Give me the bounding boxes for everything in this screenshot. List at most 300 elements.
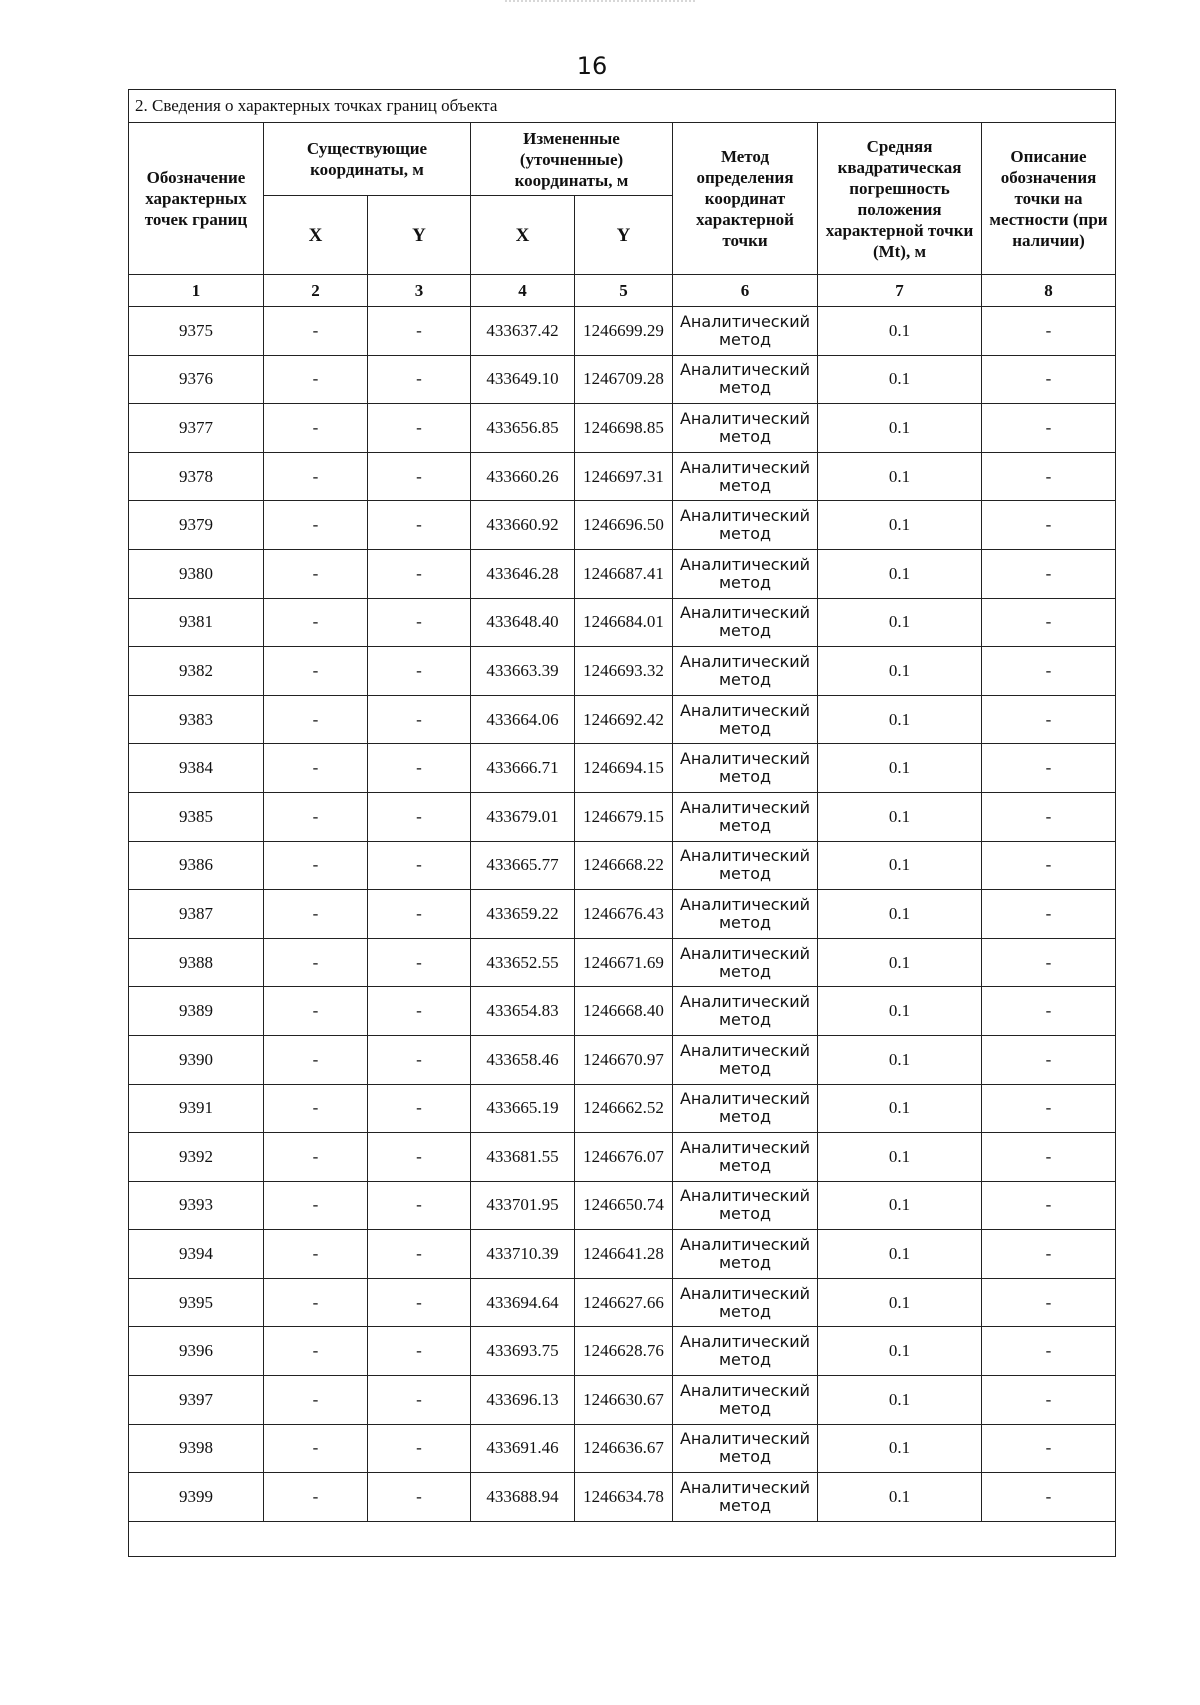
existing-y-cell: -	[368, 890, 471, 939]
table-row	[129, 452, 1116, 501]
method-text: метод	[718, 1155, 772, 1175]
method-cell	[673, 452, 818, 501]
existing-x-cell: -	[264, 404, 368, 453]
method-text: Аналитический	[679, 992, 811, 1012]
method-text: Аналитический	[679, 1040, 811, 1060]
empty-cell	[129, 1521, 1116, 1556]
point-id-cell: 9381	[129, 598, 264, 647]
existing-x-cell: -	[264, 501, 368, 550]
method-text: Аналитический	[679, 943, 811, 963]
changed-x-cell: 433691.46	[471, 1424, 575, 1473]
changed-x-cell: 433658.46	[471, 1035, 575, 1084]
changed-y-cell: 1246627.66	[575, 1278, 673, 1327]
header-existing-y: Y	[368, 196, 471, 275]
existing-x-cell: -	[264, 1230, 368, 1279]
description-cell: -	[982, 938, 1116, 987]
mt-error-cell: 0.1	[818, 1133, 982, 1182]
header-existing-coordinates: Существующие координаты, м	[264, 123, 471, 196]
description-cell: -	[982, 647, 1116, 696]
existing-y-cell: -	[368, 1473, 471, 1522]
mt-error-cell: 0.1	[818, 1473, 982, 1522]
table-row	[129, 1181, 1116, 1230]
method-cell	[673, 1278, 818, 1327]
method-cell	[673, 1035, 818, 1084]
existing-x-cell: -	[264, 307, 368, 356]
changed-x-cell: 433688.94	[471, 1473, 575, 1522]
method-text: Аналитический	[679, 1137, 811, 1157]
mt-error-cell: 0.1	[818, 890, 982, 939]
point-id-cell: 9390	[129, 1035, 264, 1084]
point-id-cell: 9376	[129, 355, 264, 404]
method-text: метод	[718, 767, 772, 787]
existing-y-cell: -	[368, 1084, 471, 1133]
method-cell	[673, 1473, 818, 1522]
table-body	[129, 307, 1116, 1522]
method-text: метод	[718, 1301, 772, 1321]
header-changed-coordinates: Измененные (уточненные) координаты, м	[471, 123, 673, 196]
method-text: метод	[718, 426, 772, 446]
description-cell: -	[982, 598, 1116, 647]
description-cell: -	[982, 1327, 1116, 1376]
header-designation: Обозначение характерных точек границ	[129, 123, 264, 275]
table-row	[129, 1133, 1116, 1182]
description-cell: -	[982, 744, 1116, 793]
description-cell: -	[982, 1181, 1116, 1230]
table-row	[129, 501, 1116, 550]
description-cell: -	[982, 1278, 1116, 1327]
point-id-cell: 9386	[129, 841, 264, 890]
existing-y-cell: -	[368, 647, 471, 696]
changed-x-cell: 433652.55	[471, 938, 575, 987]
changed-x-cell: 433693.75	[471, 1327, 575, 1376]
method-text: метод	[718, 1204, 772, 1224]
changed-x-cell: 433646.28	[471, 549, 575, 598]
changed-y-cell: 1246668.40	[575, 987, 673, 1036]
mt-error-cell: 0.1	[818, 549, 982, 598]
mt-error-cell: 0.1	[818, 307, 982, 356]
boundary-points-table	[128, 89, 1116, 1557]
table-row	[129, 598, 1116, 647]
changed-x-cell: 433656.85	[471, 404, 575, 453]
method-text: метод	[718, 815, 772, 835]
changed-x-cell: 433637.42	[471, 307, 575, 356]
method-cell	[673, 1133, 818, 1182]
table-row	[129, 890, 1116, 939]
existing-y-cell: -	[368, 1424, 471, 1473]
method-cell	[673, 598, 818, 647]
method-text: метод	[718, 1350, 772, 1370]
method-text: Аналитический	[679, 360, 811, 380]
method-cell	[673, 647, 818, 696]
method-cell	[673, 841, 818, 890]
mt-error-cell: 0.1	[818, 792, 982, 841]
method-text: Аналитический	[679, 749, 811, 769]
description-cell: -	[982, 1035, 1116, 1084]
changed-x-cell: 433665.77	[471, 841, 575, 890]
existing-x-cell: -	[264, 1376, 368, 1425]
method-text: метод	[718, 669, 772, 689]
method-cell	[673, 404, 818, 453]
method-text: метод	[718, 961, 772, 981]
description-cell: -	[982, 307, 1116, 356]
column-number: 7	[818, 275, 982, 307]
point-id-cell: 9387	[129, 890, 264, 939]
changed-y-cell: 1246684.01	[575, 598, 673, 647]
method-text: Аналитический	[679, 311, 811, 331]
existing-y-cell: -	[368, 1278, 471, 1327]
table-row	[129, 549, 1116, 598]
changed-y-cell: 1246698.85	[575, 404, 673, 453]
method-cell	[673, 355, 818, 404]
changed-y-cell: 1246679.15	[575, 792, 673, 841]
changed-y-cell: 1246699.29	[575, 307, 673, 356]
existing-x-cell: -	[264, 647, 368, 696]
table-row	[129, 1473, 1116, 1522]
point-id-cell: 9380	[129, 549, 264, 598]
table-row	[129, 1035, 1116, 1084]
existing-y-cell: -	[368, 1035, 471, 1084]
existing-x-cell: -	[264, 549, 368, 598]
changed-y-cell: 1246696.50	[575, 501, 673, 550]
table-row	[129, 1230, 1116, 1279]
method-text: метод	[718, 1447, 772, 1467]
changed-x-cell: 433710.39	[471, 1230, 575, 1279]
method-text: Аналитический	[679, 408, 811, 428]
method-text: Аналитический	[679, 1186, 811, 1206]
column-number: 1	[129, 275, 264, 307]
existing-x-cell: -	[264, 938, 368, 987]
existing-y-cell: -	[368, 987, 471, 1036]
point-id-cell: 9383	[129, 695, 264, 744]
mt-error-cell: 0.1	[818, 938, 982, 987]
changed-x-cell: 433696.13	[471, 1376, 575, 1425]
changed-y-cell: 1246694.15	[575, 744, 673, 793]
header-changed-y: Y	[575, 196, 673, 275]
method-text: Аналитический	[679, 506, 811, 526]
description-cell: -	[982, 792, 1116, 841]
method-text: Аналитический	[679, 1235, 811, 1255]
existing-y-cell: -	[368, 841, 471, 890]
changed-x-cell: 433654.83	[471, 987, 575, 1036]
method-text: метод	[718, 572, 772, 592]
point-id-cell: 9384	[129, 744, 264, 793]
changed-x-cell: 433665.19	[471, 1084, 575, 1133]
existing-x-cell: -	[264, 841, 368, 890]
description-cell: -	[982, 890, 1116, 939]
method-text: метод	[718, 864, 772, 884]
column-number: 8	[982, 275, 1116, 307]
mt-error-cell: 0.1	[818, 404, 982, 453]
table-row	[129, 938, 1116, 987]
method-cell	[673, 1327, 818, 1376]
table-row	[129, 987, 1116, 1036]
method-cell	[673, 501, 818, 550]
changed-y-cell: 1246650.74	[575, 1181, 673, 1230]
mt-error-cell: 0.1	[818, 501, 982, 550]
existing-y-cell: -	[368, 501, 471, 550]
existing-y-cell: -	[368, 355, 471, 404]
changed-x-cell: 433649.10	[471, 355, 575, 404]
existing-x-cell: -	[264, 744, 368, 793]
point-id-cell: 9393	[129, 1181, 264, 1230]
changed-y-cell: 1246676.07	[575, 1133, 673, 1182]
mt-error-cell: 0.1	[818, 1376, 982, 1425]
table-row	[129, 1376, 1116, 1425]
column-number: 5	[575, 275, 673, 307]
table-row	[129, 307, 1116, 356]
table-row	[129, 1424, 1116, 1473]
changed-y-cell: 1246671.69	[575, 938, 673, 987]
existing-x-cell: -	[264, 1084, 368, 1133]
method-text: Аналитический	[679, 1478, 811, 1498]
existing-x-cell: -	[264, 355, 368, 404]
existing-y-cell: -	[368, 549, 471, 598]
method-cell	[673, 938, 818, 987]
mt-error-cell: 0.1	[818, 841, 982, 890]
existing-x-cell: -	[264, 695, 368, 744]
column-number: 4	[471, 275, 575, 307]
method-cell	[673, 1376, 818, 1425]
existing-y-cell: -	[368, 1327, 471, 1376]
method-cell	[673, 549, 818, 598]
point-id-cell: 9377	[129, 404, 264, 453]
method-text: Аналитический	[679, 651, 811, 671]
changed-y-cell: 1246697.31	[575, 452, 673, 501]
header-row	[129, 123, 1116, 196]
point-id-cell: 9395	[129, 1278, 264, 1327]
point-id-cell: 9378	[129, 452, 264, 501]
header-existing-x: X	[264, 196, 368, 275]
existing-x-cell: -	[264, 890, 368, 939]
point-id-cell: 9399	[129, 1473, 264, 1522]
changed-y-cell: 1246636.67	[575, 1424, 673, 1473]
description-cell: -	[982, 1473, 1116, 1522]
method-text: Аналитический	[679, 1089, 811, 1109]
existing-x-cell: -	[264, 1278, 368, 1327]
mt-error-cell: 0.1	[818, 1327, 982, 1376]
changed-x-cell: 433660.26	[471, 452, 575, 501]
method-text: метод	[718, 621, 772, 641]
page-number: 16	[576, 52, 608, 80]
method-text: Аналитический	[679, 846, 811, 866]
table-row	[129, 695, 1116, 744]
mt-error-cell: 0.1	[818, 1035, 982, 1084]
method-text: метод	[718, 329, 772, 349]
description-cell: -	[982, 452, 1116, 501]
method-text: Аналитический	[679, 457, 811, 477]
point-id-cell: 9391	[129, 1084, 264, 1133]
method-text: метод	[718, 912, 772, 932]
mt-error-cell: 0.1	[818, 1278, 982, 1327]
method-text: метод	[718, 718, 772, 738]
table-row	[129, 1327, 1116, 1376]
table-row	[129, 355, 1116, 404]
method-text: метод	[718, 1058, 772, 1078]
method-text: метод	[718, 524, 772, 544]
description-cell: -	[982, 549, 1116, 598]
empty-row	[129, 1521, 1116, 1556]
existing-y-cell: -	[368, 744, 471, 793]
changed-y-cell: 1246641.28	[575, 1230, 673, 1279]
changed-x-cell: 433648.40	[471, 598, 575, 647]
method-cell	[673, 987, 818, 1036]
method-cell	[673, 695, 818, 744]
existing-x-cell: -	[264, 1035, 368, 1084]
method-cell	[673, 307, 818, 356]
changed-y-cell: 1246628.76	[575, 1327, 673, 1376]
method-text: Аналитический	[679, 700, 811, 720]
point-id-cell: 9394	[129, 1230, 264, 1279]
existing-y-cell: -	[368, 695, 471, 744]
mt-error-cell: 0.1	[818, 598, 982, 647]
existing-y-cell: -	[368, 1133, 471, 1182]
changed-y-cell: 1246693.32	[575, 647, 673, 696]
method-text: Аналитический	[679, 894, 811, 914]
mt-error-cell: 0.1	[818, 1230, 982, 1279]
point-id-cell: 9375	[129, 307, 264, 356]
point-id-cell: 9396	[129, 1327, 264, 1376]
header-description: Описание обозначения точки на местности (при наличии)	[982, 123, 1116, 275]
description-cell: -	[982, 841, 1116, 890]
method-text: Аналитический	[679, 1283, 811, 1303]
column-number: 3	[368, 275, 471, 307]
mt-error-cell: 0.1	[818, 1084, 982, 1133]
method-text: метод	[718, 475, 772, 495]
changed-y-cell: 1246687.41	[575, 549, 673, 598]
existing-y-cell: -	[368, 938, 471, 987]
description-cell: -	[982, 1133, 1116, 1182]
header-method: Метод определения координат характерной точки	[673, 123, 818, 275]
table-row	[129, 744, 1116, 793]
changed-x-cell: 433660.92	[471, 501, 575, 550]
existing-x-cell: -	[264, 1133, 368, 1182]
existing-y-cell: -	[368, 598, 471, 647]
description-cell: -	[982, 1424, 1116, 1473]
description-cell: -	[982, 1230, 1116, 1279]
existing-y-cell: -	[368, 1376, 471, 1425]
point-id-cell: 9388	[129, 938, 264, 987]
mt-error-cell: 0.1	[818, 355, 982, 404]
table-row	[129, 647, 1116, 696]
method-cell	[673, 792, 818, 841]
changed-x-cell: 433659.22	[471, 890, 575, 939]
column-numbers-row	[129, 275, 1116, 307]
changed-x-cell: 433664.06	[471, 695, 575, 744]
description-cell: -	[982, 501, 1116, 550]
method-text: метод	[718, 1010, 772, 1030]
method-text: Аналитический	[679, 797, 811, 817]
changed-y-cell: 1246709.28	[575, 355, 673, 404]
existing-y-cell: -	[368, 1181, 471, 1230]
table-row	[129, 404, 1116, 453]
header-changed-x: X	[471, 196, 575, 275]
scan-artifact	[505, 0, 695, 16]
changed-y-cell: 1246676.43	[575, 890, 673, 939]
point-id-cell: 9398	[129, 1424, 264, 1473]
mt-error-cell: 0.1	[818, 744, 982, 793]
table-row	[129, 1084, 1116, 1133]
existing-y-cell: -	[368, 307, 471, 356]
changed-x-cell: 433679.01	[471, 792, 575, 841]
column-number: 6	[673, 275, 818, 307]
description-cell: -	[982, 404, 1116, 453]
existing-y-cell: -	[368, 1230, 471, 1279]
changed-x-cell: 433681.55	[471, 1133, 575, 1182]
changed-y-cell: 1246670.97	[575, 1035, 673, 1084]
existing-y-cell: -	[368, 792, 471, 841]
existing-x-cell: -	[264, 1327, 368, 1376]
method-text: метод	[718, 1107, 772, 1127]
mt-error-cell: 0.1	[818, 1181, 982, 1230]
method-text: Аналитический	[679, 1429, 811, 1449]
mt-error-cell: 0.1	[818, 647, 982, 696]
existing-x-cell: -	[264, 598, 368, 647]
changed-x-cell: 433663.39	[471, 647, 575, 696]
table-row	[129, 1278, 1116, 1327]
method-text: метод	[718, 1253, 772, 1273]
point-id-cell: 9397	[129, 1376, 264, 1425]
existing-x-cell: -	[264, 1181, 368, 1230]
method-text: Аналитический	[679, 603, 811, 623]
column-number: 2	[264, 275, 368, 307]
point-id-cell: 9379	[129, 501, 264, 550]
existing-x-cell: -	[264, 452, 368, 501]
description-cell: -	[982, 987, 1116, 1036]
mt-error-cell: 0.1	[818, 695, 982, 744]
mt-error-cell: 0.1	[818, 452, 982, 501]
existing-y-cell: -	[368, 404, 471, 453]
method-text: метод	[718, 1398, 772, 1418]
existing-x-cell: -	[264, 987, 368, 1036]
method-cell	[673, 744, 818, 793]
method-cell	[673, 1424, 818, 1473]
changed-y-cell: 1246634.78	[575, 1473, 673, 1522]
method-text: Аналитический	[679, 1332, 811, 1352]
method-cell	[673, 1084, 818, 1133]
changed-x-cell: 433666.71	[471, 744, 575, 793]
description-cell: -	[982, 695, 1116, 744]
table-row	[129, 841, 1116, 890]
changed-y-cell: 1246662.52	[575, 1084, 673, 1133]
point-id-cell: 9392	[129, 1133, 264, 1182]
existing-x-cell: -	[264, 1473, 368, 1522]
method-cell	[673, 890, 818, 939]
existing-x-cell: -	[264, 792, 368, 841]
changed-x-cell: 433701.95	[471, 1181, 575, 1230]
table-row	[129, 792, 1116, 841]
method-text: метод	[718, 1496, 772, 1516]
existing-x-cell: -	[264, 1424, 368, 1473]
description-cell: -	[982, 355, 1116, 404]
changed-y-cell: 1246692.42	[575, 695, 673, 744]
header-mean-square-error: Средняя квадратическая погрешность положения характерной точки (Mt), м	[818, 123, 982, 275]
changed-x-cell: 433694.64	[471, 1278, 575, 1327]
method-cell	[673, 1181, 818, 1230]
changed-y-cell: 1246630.67	[575, 1376, 673, 1425]
method-cell	[673, 1230, 818, 1279]
section-title-row	[129, 90, 1116, 123]
method-text: метод	[718, 378, 772, 398]
method-text: Аналитический	[679, 554, 811, 574]
method-text: Аналитический	[679, 1380, 811, 1400]
point-id-cell: 9382	[129, 647, 264, 696]
section-title: 2. Сведения о характерных точках границ объекта	[129, 90, 1116, 123]
description-cell: -	[982, 1084, 1116, 1133]
changed-y-cell: 1246668.22	[575, 841, 673, 890]
existing-y-cell: -	[368, 452, 471, 501]
point-id-cell: 9385	[129, 792, 264, 841]
mt-error-cell: 0.1	[818, 1424, 982, 1473]
